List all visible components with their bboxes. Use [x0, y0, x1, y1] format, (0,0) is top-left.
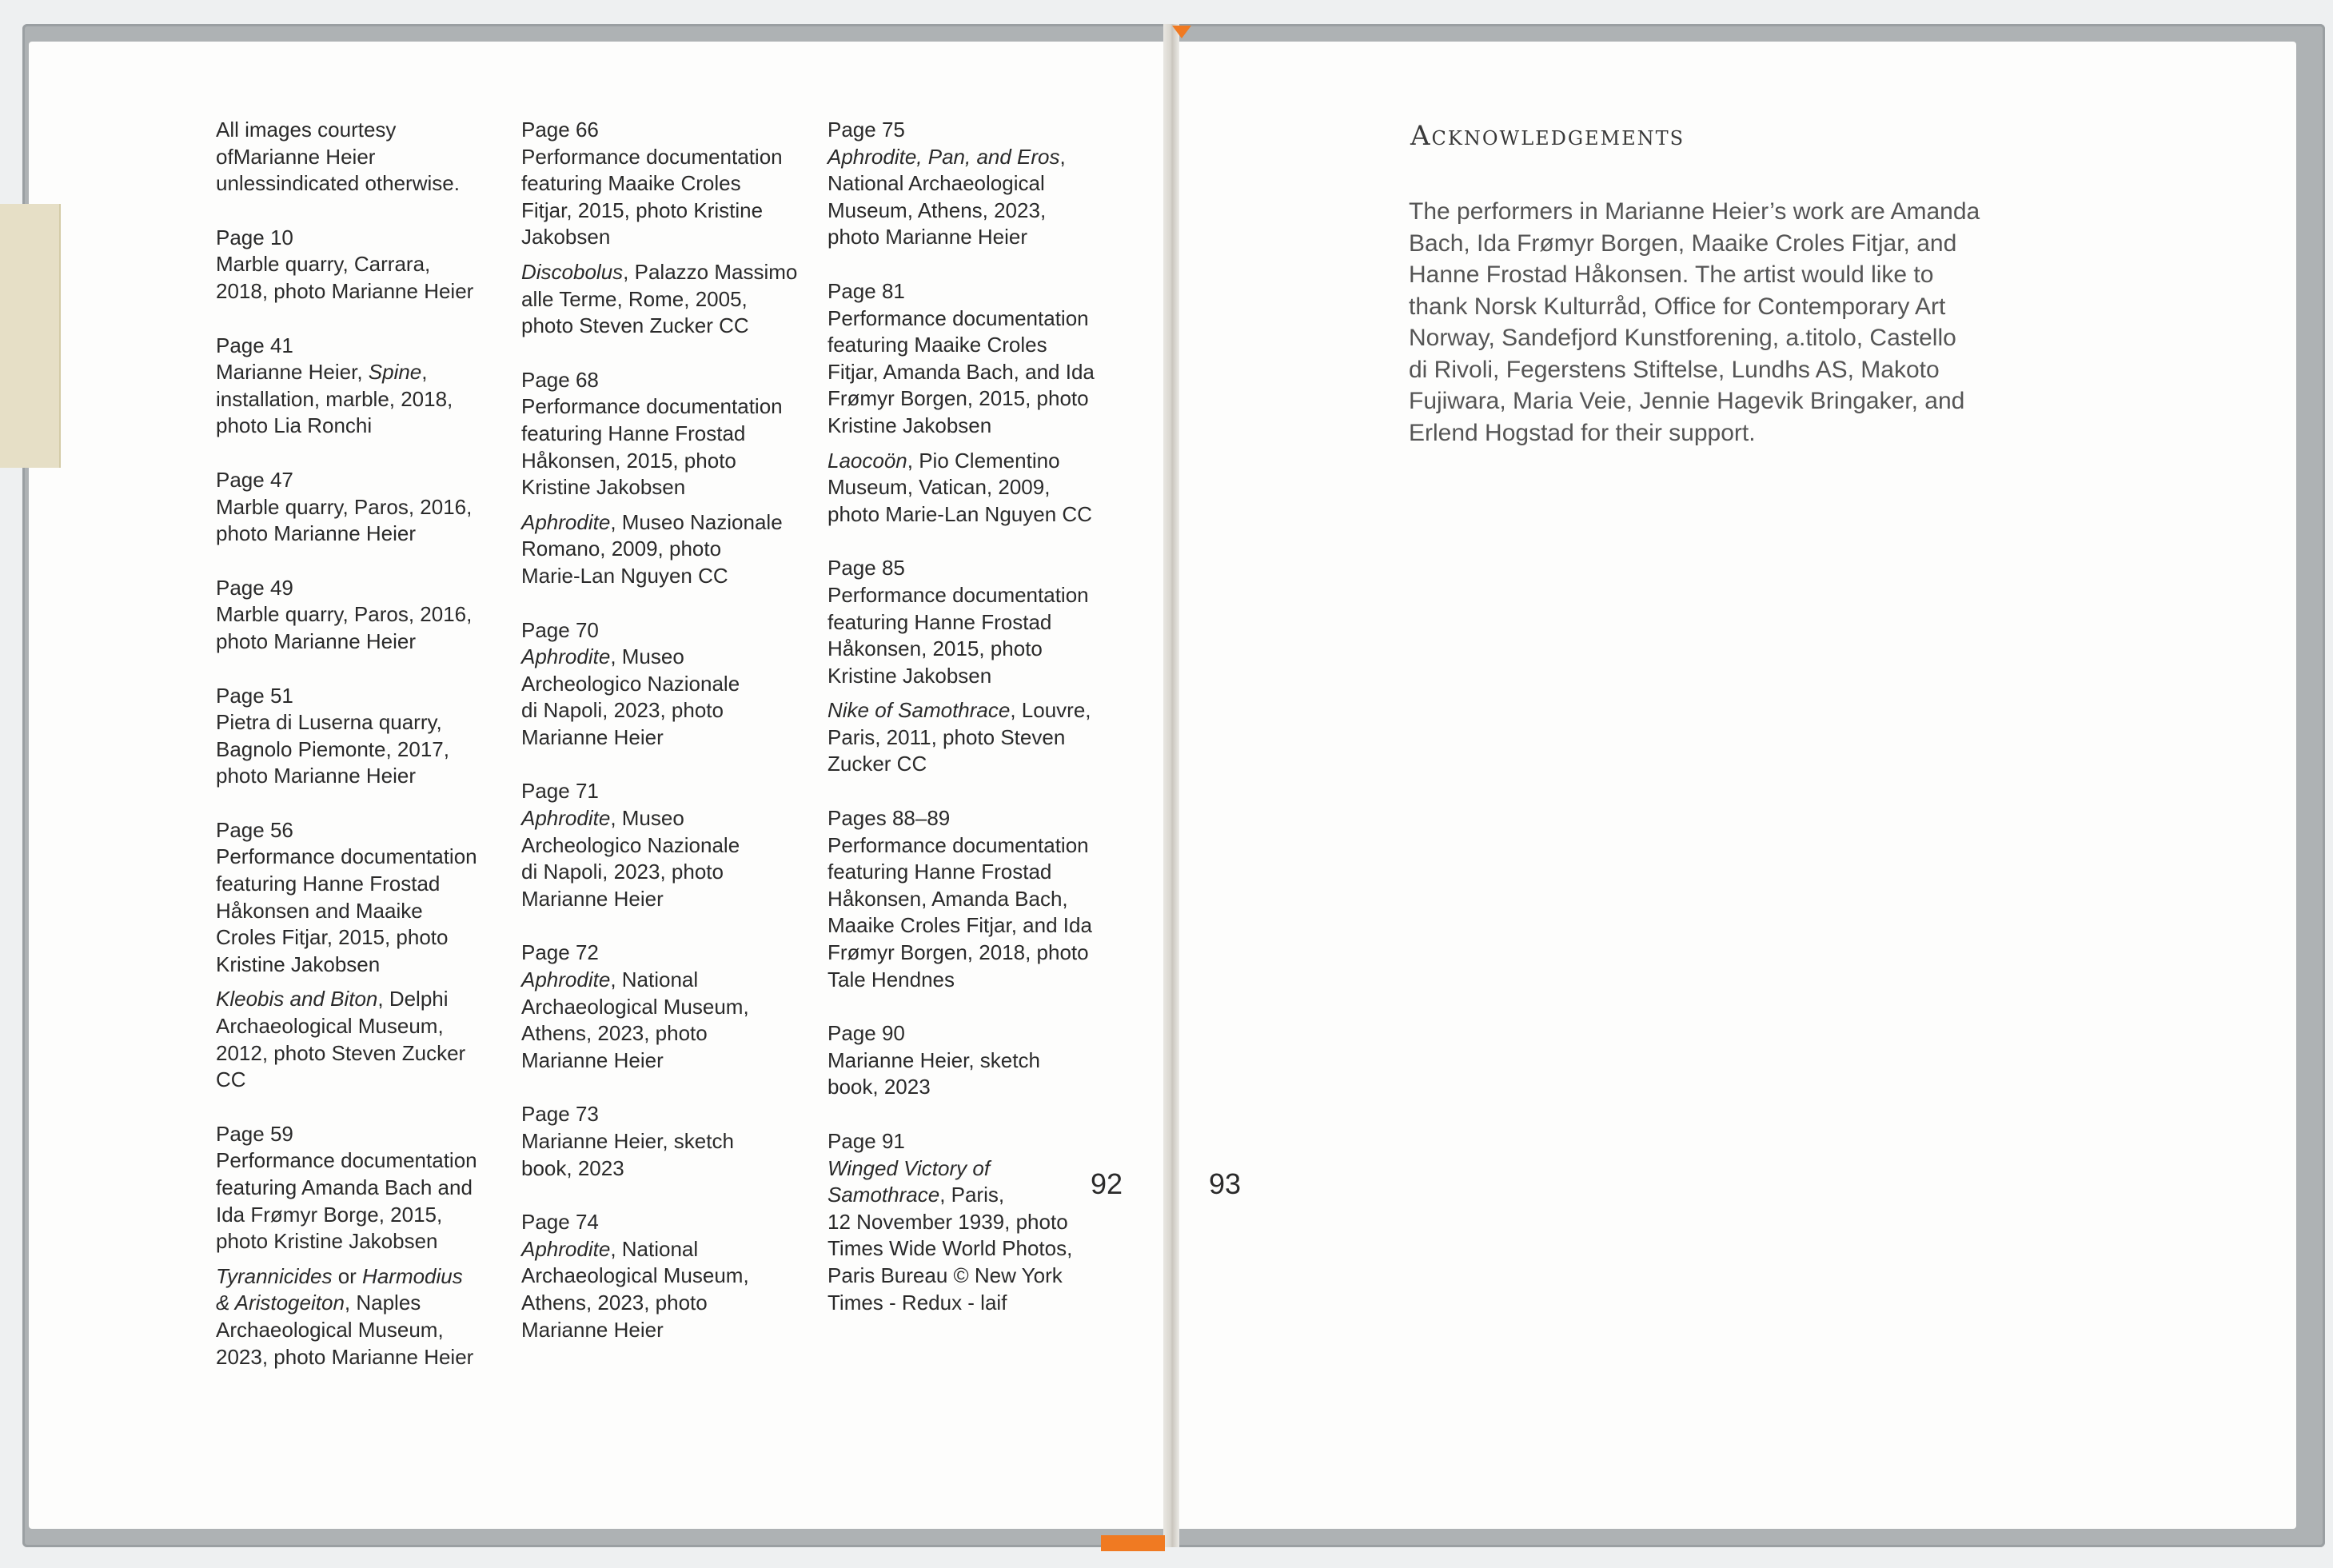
- credit-segment: ,: [421, 360, 428, 385]
- credit-artwork-title: Aphrodite, Pan, and Eros: [828, 144, 1060, 169]
- credits-column-1: [216, 117, 504, 1398]
- credit-segment: Performance documentation: [216, 1148, 477, 1173]
- credit-segment: featuring Hanne Frostad: [828, 609, 1052, 634]
- credit-segment: featuring Hanne Frostad: [521, 421, 746, 445]
- credit-segment: photo Steven Zucker CC: [521, 313, 749, 338]
- credit-page-ref: Page 66: [521, 118, 599, 142]
- credit-page-ref: Page 56: [216, 817, 293, 842]
- credit-artwork-title: Discobolus: [521, 259, 624, 284]
- credit-page-ref: Page 90: [828, 1021, 905, 1046]
- credit-segment: Ida Frømyr Borge, 2015,: [216, 1202, 443, 1227]
- credit-artwork-title: Spine: [368, 360, 422, 385]
- acknowledgements-line: Erlend Hogstad for their support.: [1409, 419, 1756, 446]
- credit-segment: photo Kristine Jakobsen: [216, 1229, 438, 1254]
- credits-column-3: [828, 117, 1123, 1343]
- credit-segment: book, 2023: [828, 1075, 931, 1099]
- credit-page-ref: Page 10: [216, 225, 293, 249]
- credit-entry: [521, 778, 817, 912]
- credit-segment: Performance documentation: [828, 582, 1089, 607]
- credit-text: [216, 1263, 504, 1371]
- credit-segment: Tale Hendnes: [828, 967, 955, 991]
- credit-page-ref: Page 49: [216, 575, 293, 600]
- credit-segment: Paris, 2011, photo Steven: [828, 724, 1066, 749]
- credit-artwork-title: Winged Victory of: [828, 1155, 991, 1180]
- credit-artwork-title: Aphrodite: [521, 644, 611, 669]
- credit-page-ref: Page 70: [521, 617, 599, 642]
- credit-entry: [521, 940, 817, 1074]
- credit-entry: [216, 575, 504, 656]
- credit-segment: , National: [610, 1236, 699, 1261]
- credit-page-ref: Page 85: [828, 556, 905, 581]
- credit-text: [521, 1236, 817, 1343]
- credit-segment: Håkonsen, Amanda Bach,: [828, 886, 1068, 911]
- credit-text: [521, 805, 817, 912]
- credit-segment: Fitjar, Amanda Bach, and Ida: [828, 359, 1095, 384]
- credit-segment: Marianne Heier: [521, 1047, 664, 1072]
- credit-entry: [521, 117, 817, 340]
- credit-segment: Kristine Jakobsen: [828, 413, 992, 437]
- credit-entry: [216, 467, 504, 548]
- credit-text: [216, 601, 504, 655]
- credit-segment: di Napoli, 2023, photo: [521, 860, 724, 884]
- credit-segment: photo Lia Ronchi: [216, 413, 373, 438]
- credit-text: [521, 393, 817, 501]
- credit-segment: Marie-Lan Nguyen CC: [521, 563, 728, 588]
- credit-segment: Maaike Croles Fitjar, and Ida: [828, 913, 1092, 938]
- credit-segment: Archaeological Museum,: [521, 994, 749, 1019]
- credit-segment: Performance documentation: [521, 144, 783, 169]
- credit-segment: featuring Maaike Croles: [521, 171, 741, 196]
- credit-segment: photo Marianne Heier: [828, 225, 1028, 249]
- intro-line: All images courtesy of: [216, 118, 397, 169]
- credit-segment: installation, marble, 2018,: [216, 386, 453, 411]
- credit-entry: [828, 555, 1123, 778]
- credit-segment: Marble quarry, Paros, 2016,: [216, 602, 473, 627]
- credit-segment: Marianne Heier: [521, 1317, 664, 1342]
- credit-segment: Marianne Heier: [521, 886, 664, 911]
- credit-entry: [216, 683, 504, 790]
- page-number-left: 92: [1091, 1167, 1123, 1200]
- credit-segment: Zucker CC: [828, 752, 927, 776]
- credit-artwork-title: Kleobis and Biton: [216, 987, 378, 1011]
- credit-text: [216, 251, 504, 305]
- credit-segment: Museum, Athens, 2023,: [828, 197, 1047, 222]
- credit-text: [828, 832, 1123, 994]
- credit-artwork-title: Aphrodite: [521, 968, 611, 992]
- credit-page-ref: Page 59: [216, 1121, 293, 1146]
- credit-segment: 2023, photo Marianne Heier: [216, 1344, 474, 1369]
- credit-segment: Archaeological Museum,: [216, 1014, 444, 1039]
- credit-text: [216, 986, 504, 1093]
- credit-segment: Fitjar, 2015, photo Kristine: [521, 197, 764, 222]
- credit-text: [216, 844, 504, 978]
- credit-segment: Performance documentation: [216, 844, 477, 869]
- credit-text: [828, 697, 1123, 778]
- credit-segment: CC: [216, 1067, 246, 1092]
- acknowledgements-line: di Rivoli, Fegerstens Stiftelse, Lundhs AS, Makoto: [1409, 356, 1940, 383]
- acknowledgements-line: Bach, Ida Frømyr Borgen, Maaike Croles Fitjar, and: [1409, 229, 1957, 257]
- credit-segment: featuring Hanne Frostad: [828, 860, 1052, 884]
- credit-artwork-title: Harmodius: [362, 1263, 463, 1288]
- credit-segment: , Museo Nazionale: [610, 509, 783, 534]
- credit-page-ref: Page 74: [521, 1210, 599, 1235]
- credit-segment: Athens, 2023, photo: [521, 1290, 708, 1315]
- credit-segment: Performance documentation: [828, 305, 1089, 330]
- credit-entry: [216, 333, 504, 440]
- credit-segment: Performance documentation: [521, 394, 783, 419]
- credit-entry: [521, 367, 817, 590]
- credit-entry: [216, 1121, 504, 1371]
- credit-text: [521, 644, 817, 751]
- credit-entry: [521, 1209, 817, 1343]
- credit-entry: [828, 278, 1123, 528]
- credit-segment: Paris Bureau © New York: [828, 1263, 1063, 1287]
- credit-segment: Håkonsen, 2015, photo: [828, 636, 1043, 661]
- credit-segment: , Museo: [610, 644, 684, 669]
- credit-page-ref: Page 71: [521, 779, 599, 804]
- acknowledgements-line: Norway, Sandefjord Kunstforening, a.titolo, Castello: [1409, 325, 1956, 351]
- credit-segment: Athens, 2023, photo: [521, 1021, 708, 1046]
- credit-artwork-title: Aphrodite: [521, 1236, 611, 1261]
- credit-page-ref: Pages 88–89: [828, 806, 951, 831]
- book-gutter: [1163, 24, 1179, 1547]
- credit-segment: Kristine Jakobsen: [521, 475, 686, 500]
- credit-page-ref: Page 73: [521, 1102, 599, 1127]
- credit-artwork-title: Tyrannicides: [216, 1263, 333, 1288]
- credit-segment: alle Terme, Rome, 2005,: [521, 286, 748, 311]
- credit-segment: Kristine Jakobsen: [828, 663, 992, 688]
- credit-entry: [828, 1020, 1123, 1101]
- credit-segment: , Delphi: [377, 987, 449, 1011]
- credit-artwork-title: Aphrodite: [521, 509, 611, 534]
- credit-segment: Archaeological Museum,: [216, 1317, 444, 1342]
- credit-page-ref: Page 91: [828, 1129, 905, 1153]
- credit-segment: Archeologico Nazionale: [521, 832, 740, 857]
- credit-segment: Håkonsen, 2015, photo: [521, 448, 736, 473]
- acknowledgements-line: Fujiwara, Maria Veie, Jennie Hagevik Bringaker, and: [1409, 388, 1965, 414]
- credit-text: [521, 509, 817, 590]
- credit-segment: , Paris,: [939, 1183, 1005, 1207]
- credit-segment: Jakobsen: [521, 225, 611, 249]
- intro-line: indicated otherwise.: [276, 171, 460, 196]
- credit-page-ref: Page 81: [828, 278, 905, 303]
- credit-segment: Times - Redux - laif: [828, 1290, 1007, 1315]
- credit-text: [216, 494, 504, 548]
- credit-entry: [216, 225, 504, 305]
- credit-segment: Archaeological Museum,: [521, 1263, 749, 1288]
- credit-text: [828, 448, 1123, 529]
- credit-text: [216, 709, 504, 790]
- credit-artwork-title: Samothrace: [828, 1183, 940, 1207]
- credit-segment: Marianne Heier,: [216, 360, 369, 385]
- credit-segment: ,: [1059, 144, 1066, 169]
- credit-segment: photo Marie-Lan Nguyen CC: [828, 501, 1092, 526]
- headband-marker: [1172, 26, 1191, 38]
- credits-column-2: [521, 117, 817, 1371]
- credit-entry: [828, 805, 1123, 993]
- credit-artwork-title: Aphrodite: [521, 806, 611, 831]
- credit-page-ref: Page 41: [216, 333, 293, 357]
- credit-segment: , Louvre,: [1010, 698, 1091, 723]
- credit-text: [828, 582, 1123, 689]
- credit-segment: or: [332, 1263, 363, 1288]
- acknowledgements-line: Hanne Frostad Håkonsen. The artist would like to: [1409, 261, 1934, 288]
- credit-segment: book, 2023: [521, 1155, 624, 1180]
- bookmark-ribbon: [0, 204, 61, 468]
- credit-segment: Archeologico Nazionale: [521, 671, 740, 696]
- credit-segment: Croles Fitjar, 2015, photo: [216, 925, 449, 950]
- credit-segment: Romano, 2009, photo: [521, 537, 722, 561]
- credit-segment: Frømyr Borgen, 2015, photo: [828, 386, 1089, 411]
- credit-segment: di Napoli, 2023, photo: [521, 698, 724, 723]
- credit-segment: Marianne Heier, sketch: [521, 1129, 734, 1153]
- credit-entry: [521, 617, 817, 752]
- credit-text: [828, 144, 1123, 251]
- credit-entry: [828, 1128, 1123, 1316]
- intro-line: Marianne Heier unless: [216, 144, 376, 196]
- credit-segment: Marble quarry, Carrara,: [216, 252, 431, 277]
- credit-segment: Marianne Heier: [521, 724, 664, 749]
- credit-segment: Pietra di Luserna quarry,: [216, 710, 442, 735]
- credit-page-ref: Page 47: [216, 467, 293, 492]
- credit-segment: , National: [610, 968, 699, 992]
- acknowledgements-line: The performers in Marianne Heier’s work are Amanda: [1409, 198, 1980, 225]
- credit-segment: 12 November 1939, photo: [828, 1209, 1068, 1234]
- credit-segment: Marianne Heier, sketch: [828, 1047, 1040, 1072]
- credit-text: [521, 144, 817, 251]
- credit-text: [828, 305, 1123, 440]
- credit-text: [521, 967, 817, 1074]
- credit-segment: featuring Maaike Croles: [828, 333, 1047, 357]
- acknowledgements-line: thank Norsk Kulturråd, Office for Contemporary Art: [1409, 293, 1946, 320]
- credit-artwork-title: & Aristogeiton: [216, 1291, 345, 1315]
- credit-page-ref: Page 51: [216, 683, 293, 708]
- credit-segment: Performance documentation: [828, 832, 1089, 857]
- credits-intro: [216, 117, 504, 197]
- credit-segment: 2018, photo Marianne Heier: [216, 278, 474, 303]
- credit-segment: Kristine Jakobsen: [216, 952, 381, 976]
- credit-entry: [521, 1101, 817, 1182]
- credit-segment: photo Marianne Heier: [216, 764, 417, 788]
- credit-segment: photo Marianne Heier: [216, 521, 417, 546]
- credit-artwork-title: Nike of Samothrace: [828, 698, 1011, 723]
- credit-segment: Håkonsen and Maaike: [216, 898, 423, 923]
- credit-text: [521, 1128, 817, 1182]
- credit-text: [216, 359, 504, 440]
- credit-segment: National Archaeological: [828, 171, 1045, 196]
- credit-entry: [216, 817, 504, 1094]
- acknowledgements-body: [1409, 196, 2048, 449]
- credit-segment: , Palazzo Massimo: [623, 259, 798, 284]
- credit-text: [521, 259, 817, 340]
- spine-band: [1101, 1535, 1165, 1551]
- credit-page-ref: Page 68: [521, 367, 599, 392]
- page-number-right: 93: [1209, 1167, 1242, 1200]
- credit-segment: Frømyr Borgen, 2018, photo: [828, 940, 1089, 965]
- credit-segment: Marble quarry, Paros, 2016,: [216, 494, 473, 519]
- credit-segment: featuring Amanda Bach and: [216, 1175, 473, 1199]
- credit-segment: , Museo: [610, 806, 684, 831]
- credit-segment: featuring Hanne Frostad: [216, 872, 441, 896]
- credit-artwork-title: Laocoön: [828, 448, 907, 473]
- credit-segment: Times Wide World Photos,: [828, 1236, 1073, 1261]
- credit-page-ref: Page 75: [828, 118, 905, 142]
- credit-text: [828, 1047, 1123, 1101]
- credit-segment: photo Marianne Heier: [216, 628, 417, 653]
- credit-segment: , Pio Clementino: [907, 448, 1060, 473]
- credit-segment: , Naples: [344, 1291, 421, 1315]
- credit-page-ref: Page 72: [521, 940, 599, 965]
- credit-text: [216, 1147, 504, 1255]
- credit-segment: Bagnolo Piemonte, 2017,: [216, 736, 449, 761]
- credit-segment: Museum, Vatican, 2009,: [828, 475, 1051, 500]
- credit-segment: 2012, photo Steven Zucker: [216, 1040, 466, 1065]
- credit-entry: [828, 117, 1123, 251]
- credit-text: [828, 1155, 1123, 1317]
- acknowledgements-title: Acknowledgements: [1410, 120, 1685, 152]
